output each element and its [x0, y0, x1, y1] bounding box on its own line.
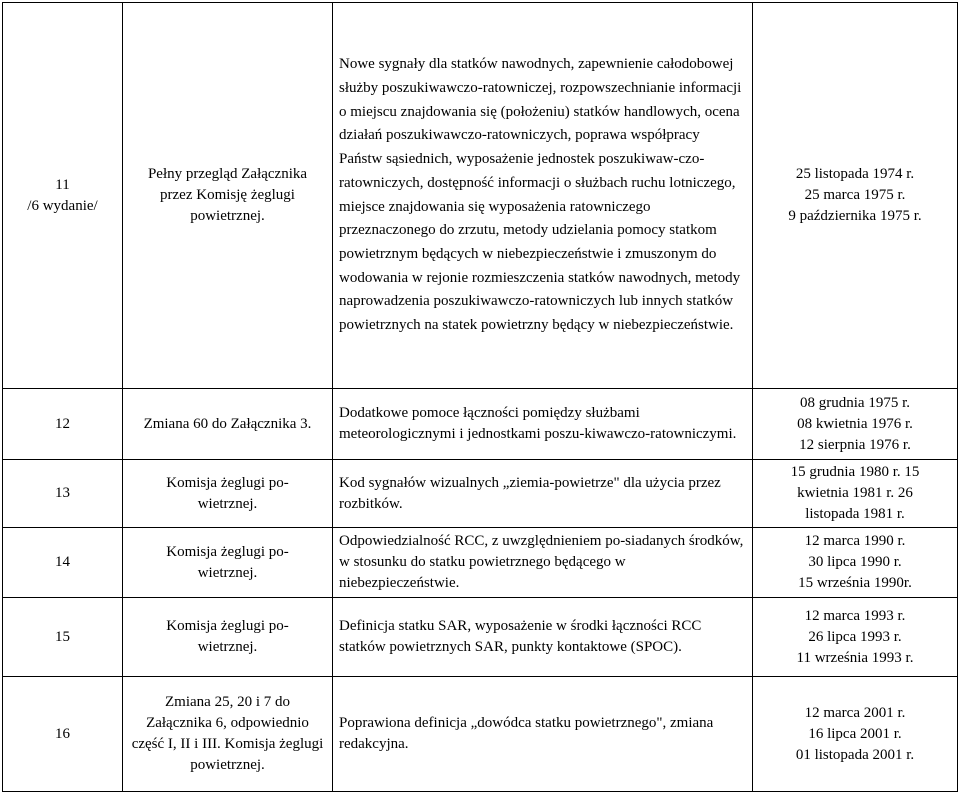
amendment-description: Kod sygnałów wizualnych „ziemia-powietrze" dla użycia przez rozbitków. [333, 460, 753, 528]
amendment-description: Nowe sygnały dla statków nawodnych, zapewnienie całodobowej służby poszukiwawczo-ratowniczej, rozpowszechnianie informacji o miejscu znajdowania się (położeniu) statków handlowych, ocena działań poszukiwawczo-ratowniczych, poprawa współpracy Państw sąsiednich, wyposażenie jednostek poszukiwaw-czo-ratowniczych, dostępność informacji o służbach ruchu lotniczego, miejsce znajdowania się wyposażenia ratowniczego przeznaczonego do zrzutu, metody udzielania pomocy statkom powietrznym będących w niebezpieczeństwie i zmuszonym do wodowania w rejonie rozmieszczenia statków nawodnych, metody naprowadzenia poszukiwawczo-ratowniczych lub innych statków powietrznych na statek powietrzny będący w niebezpieczeństwie. [333, 3, 753, 389]
row-number: 14 [3, 528, 123, 598]
amendment-source: Zmiana 25, 20 i 7 do Załącznika 6, odpowiednio część I, II i III. Komisja żeglugi powietrznej. [123, 677, 333, 792]
amendment-dates: 08 grudnia 1975 r. 08 kwietnia 1976 r. 12 sierpnia 1976 r. [753, 389, 958, 460]
table-row [3, 677, 958, 792]
table-row [3, 3, 958, 389]
row-number: 12 [3, 389, 123, 460]
amendment-dates: 12 marca 1990 r. 30 lipca 1990 r. 15 września 1990r. [753, 528, 958, 598]
amendment-source: Pełny przegląd Załącznika przez Komisję żeglugi powietrznej. [123, 3, 333, 389]
amendment-source: Komisja żeglugi po-wietrznej. [123, 460, 333, 528]
amendment-source: Komisja żeglugi po-wietrznej. [123, 598, 333, 677]
row-number: 16 [3, 677, 123, 792]
table-row [3, 389, 958, 460]
amendment-dates: 25 listopada 1974 r. 25 marca 1975 r. 9 października 1975 r. [753, 3, 958, 389]
amendment-dates: 12 marca 1993 r. 26 lipca 1993 r. 11 września 1993 r. [753, 598, 958, 677]
amendment-dates: 15 grudnia 1980 r. 15 kwietnia 1981 r. 26 listopada 1981 r. [753, 460, 958, 528]
amendment-description: Definicja statku SAR, wyposażenie w środki łączności RCC statków powietrznych SAR, punkty kontaktowe (SPOC). [333, 598, 753, 677]
row-number: 11 /6 wydanie/ [3, 3, 123, 389]
amendment-description: Odpowiedzialność RCC, z uwzględnieniem po-siadanych środków, w stosunku do statku powietrznego będącego w niebezpieczeństwie. [333, 528, 753, 598]
table-row [3, 460, 958, 528]
amendment-source: Komisja żeglugi po-wietrznej. [123, 528, 333, 598]
amendment-description: Poprawiona definicja „dowódca statku powietrznego", zmiana redakcyjna. [333, 677, 753, 792]
table-row [3, 598, 958, 677]
amendment-dates: 12 marca 2001 r. 16 lipca 2001 r. 01 listopada 2001 r. [753, 677, 958, 792]
amendment-description: Dodatkowe pomoce łączności pomiędzy służbami meteorologicznymi i jednostkami poszu-kiwawczo-ratowniczymi. [333, 389, 753, 460]
row-number: 15 [3, 598, 123, 677]
amendment-source: Zmiana 60 do Załącznika 3. [123, 389, 333, 460]
amendments-table [2, 2, 958, 792]
row-number: 13 [3, 460, 123, 528]
table-row [3, 528, 958, 598]
